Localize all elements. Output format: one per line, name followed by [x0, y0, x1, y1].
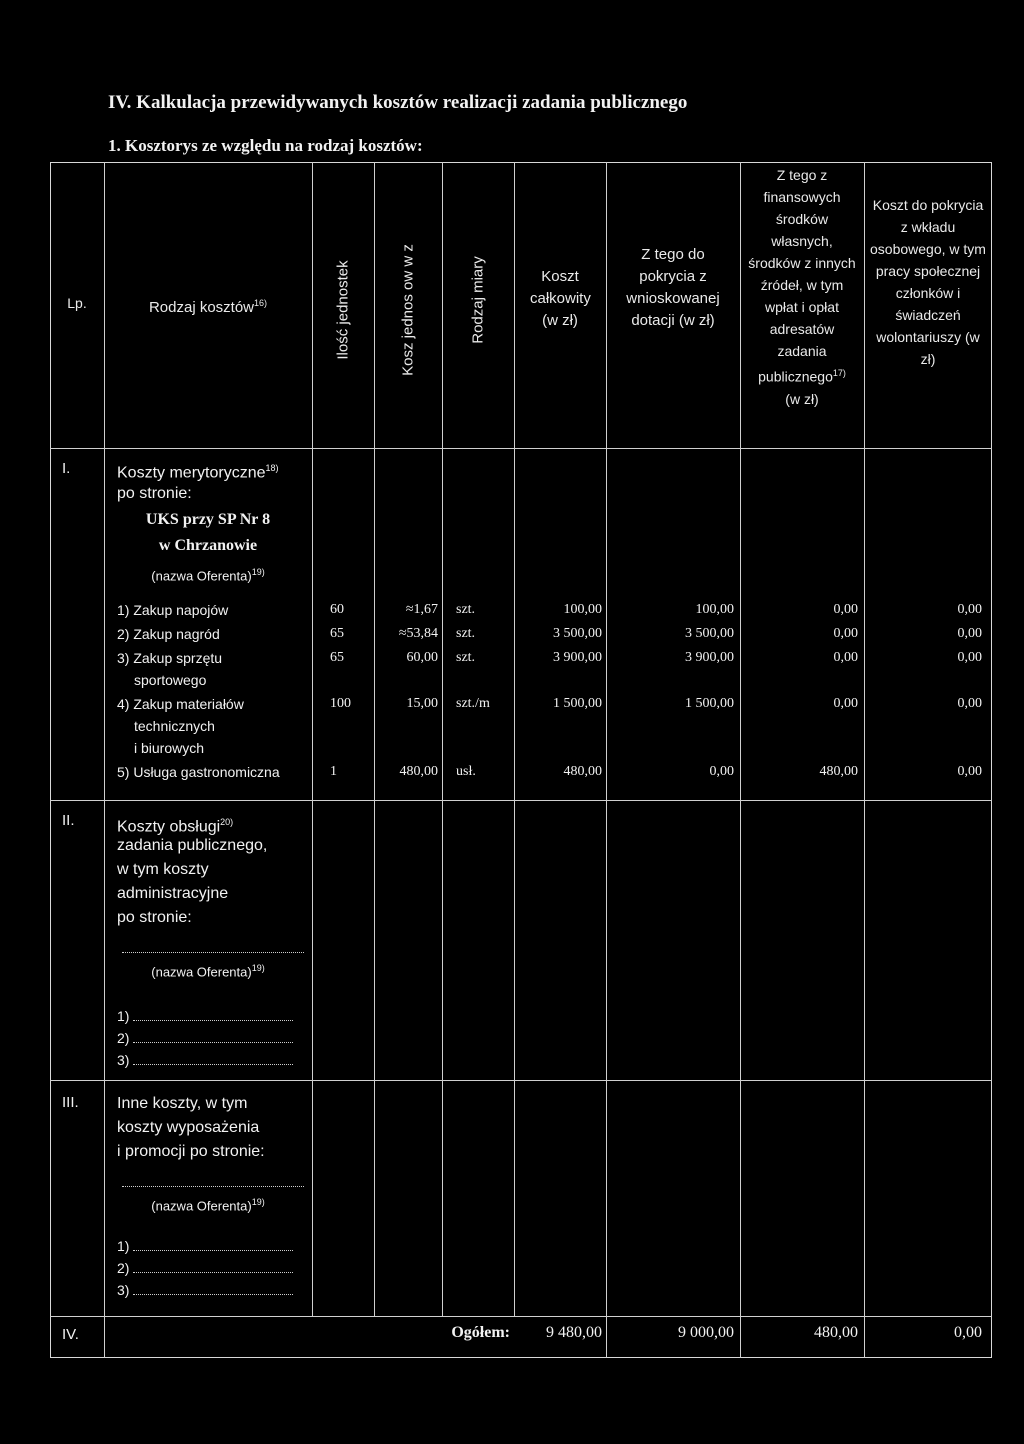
section1-label: Koszty merytoryczne$^{18)}$ [117, 463, 279, 482]
header-srodki-wlasne: Z tego z finansowych środków własnych, środków z innych źródeł, w tym wpłat i opłat adresatów zadania publicznego$^{17)}$ (w zł) [748, 167, 856, 407]
section2-item-3[interactable]: 3) [117, 1048, 293, 1072]
row-4-osob: 0,00 [957, 696, 982, 711]
row-4-name2: technicznych [134, 718, 215, 734]
row-3-koszt: 60,00 [406, 650, 438, 665]
section2-line3: w tym koszty [117, 861, 209, 878]
row-2-wlasne: 0,00 [833, 626, 858, 641]
row-1-calk: 100,00 [563, 602, 602, 617]
row-5-osob: 0,00 [957, 764, 982, 779]
row-5-name: 5) Usługa gastronomiczna [117, 764, 280, 780]
header-rodzaj: Rodzaj kosztów$^{16)}$ [148, 298, 268, 316]
organization-name-line1: UKS przy SP Nr 8 [145, 511, 271, 528]
row-3-ilosc: 65 [330, 650, 344, 665]
row-3-miara: szt. [456, 650, 476, 665]
row-1-koszt: ≈1,67 [405, 602, 438, 617]
row-5-miara: usł. [456, 764, 476, 779]
section1-po-stronie: po stronie: [117, 485, 192, 502]
section3-number: III. [62, 1094, 79, 1111]
section2-number: II. [62, 812, 75, 829]
section2-oferent-blank[interactable] [122, 952, 304, 953]
total-number: IV. [62, 1326, 79, 1343]
row-1-name: 1) Zakup napojów [117, 602, 229, 618]
col-line-1 [104, 162, 105, 1358]
row-3-dot: 3 900,00 [685, 650, 734, 665]
section2-label: Koszty obsługi$^{20)}$ [117, 817, 234, 836]
row-4-ilosc: 100 [330, 696, 351, 711]
section3-item-3[interactable]: 3) [117, 1278, 293, 1302]
row-3-calk: 3 900,00 [553, 650, 602, 665]
row-1-ilosc: 60 [330, 602, 344, 617]
section1-oferent-caption: (nazwa Oferenta)$^{19)}$ [151, 567, 265, 584]
section3-item-2[interactable]: 2) [117, 1256, 293, 1280]
section2-item-2[interactable]: 2) [117, 1026, 293, 1050]
section2-oferent-caption: (nazwa Oferenta)$^{19)}$ [151, 963, 265, 980]
total-dotacja: 9 000,00 [678, 1324, 734, 1341]
row-2-osob: 0,00 [957, 626, 982, 641]
col-line-6 [606, 162, 607, 1358]
section1-bottom-line [50, 800, 992, 801]
page-title: IV. Kalkulacja przewidywanych kosztów realizacji zadania publicznego [108, 92, 688, 113]
header-ilosc: Ilość jednostek [334, 260, 352, 360]
section2-bottom-line [50, 1080, 992, 1081]
section3-oferent-blank[interactable] [122, 1186, 304, 1187]
row-3-name: 3) Zakup sprzętu [117, 650, 223, 666]
row-2-name: 2) Zakup nagród [117, 626, 220, 642]
section3-item-1[interactable]: 1) [117, 1234, 293, 1258]
row-2-calk: 3 500,00 [553, 626, 602, 641]
row-3-name2: sportowego [134, 672, 207, 688]
row-2-ilosc: 65 [330, 626, 344, 641]
row-5-koszt: 480,00 [399, 764, 438, 779]
section3-oferent-caption: (nazwa Oferenta)$^{19)}$ [151, 1197, 265, 1214]
row-4-calk: 1 500,00 [553, 696, 602, 711]
row-1-osob: 0,00 [957, 602, 982, 617]
col-line-7 [740, 162, 741, 1358]
row-4-name: 4) Zakup materiałów [117, 696, 244, 712]
row-5-dot: 0,00 [709, 764, 734, 779]
row-4-miara: szt./m [456, 696, 490, 711]
section3-line1: Inne koszty, w tym [117, 1095, 248, 1112]
col-line-5 [514, 162, 515, 1316]
row-3-wlasne: 0,00 [833, 650, 858, 665]
col-line-2 [312, 162, 313, 1316]
header-rodzaj-miary: Rodzaj miary [469, 256, 487, 344]
header-bottom-line [50, 448, 992, 449]
col-line-4 [442, 162, 443, 1316]
col-line-3 [374, 162, 375, 1316]
header-wklad-osobowy: Koszt do pokrycia z wkładu osobowego, w tym pracy społecznej członków i świadczeń wolontariuszy (w zł) [870, 197, 986, 367]
row-2-miara: szt. [456, 626, 476, 641]
section2-line4: administracyjne [117, 885, 229, 902]
header-lp: Lp. [67, 295, 87, 311]
row-1-miara: szt. [456, 602, 476, 617]
section3-line2: koszty wyposażenia [117, 1119, 260, 1136]
total-srodki-wlasne: 480,00 [814, 1324, 858, 1341]
organization-name-line2: w Chrzanowie [158, 537, 258, 554]
header-dotacja: Z tego do pokrycia z wnioskowanej dotacji (w zł) [626, 246, 720, 329]
section2-item-1[interactable]: 1) [117, 1004, 293, 1028]
row-1-wlasne: 0,00 [833, 602, 858, 617]
section2-line2: zadania publicznego, [117, 837, 268, 854]
total-calkowity: 9 480,00 [546, 1324, 602, 1341]
row-4-name3: i biurowych [134, 740, 205, 756]
section1-number: I. [62, 460, 71, 477]
row-1-dot: 100,00 [695, 602, 734, 617]
header-koszt-jednostkowy: Kosz jednos ow w z [399, 244, 417, 376]
total-label: Ogółem: [451, 1324, 510, 1341]
row-4-dot: 1 500,00 [685, 696, 734, 711]
section3-line3: i promocji po stronie: [117, 1143, 265, 1160]
col-line-8 [864, 162, 865, 1358]
row-3-osob: 0,00 [957, 650, 982, 665]
total-wklad-osobowy: 0,00 [954, 1324, 982, 1341]
section3-bottom-line [50, 1316, 992, 1317]
row-2-koszt: ≈53,84 [398, 626, 438, 641]
header-koszt-calkowity: Koszt całkowity (w zł) [530, 268, 591, 329]
row-2-dot: 3 500,00 [685, 626, 734, 641]
section-subtitle: 1. Kosztorys ze względu na rodzaj kosztów: [108, 136, 423, 155]
row-5-ilosc: 1 [330, 764, 337, 779]
row-4-wlasne: 0,00 [833, 696, 858, 711]
row-5-calk: 480,00 [563, 764, 602, 779]
row-4-koszt: 15,00 [406, 696, 438, 711]
row-5-wlasne: 480,00 [819, 764, 858, 779]
section2-line5: po stronie: [117, 909, 192, 926]
